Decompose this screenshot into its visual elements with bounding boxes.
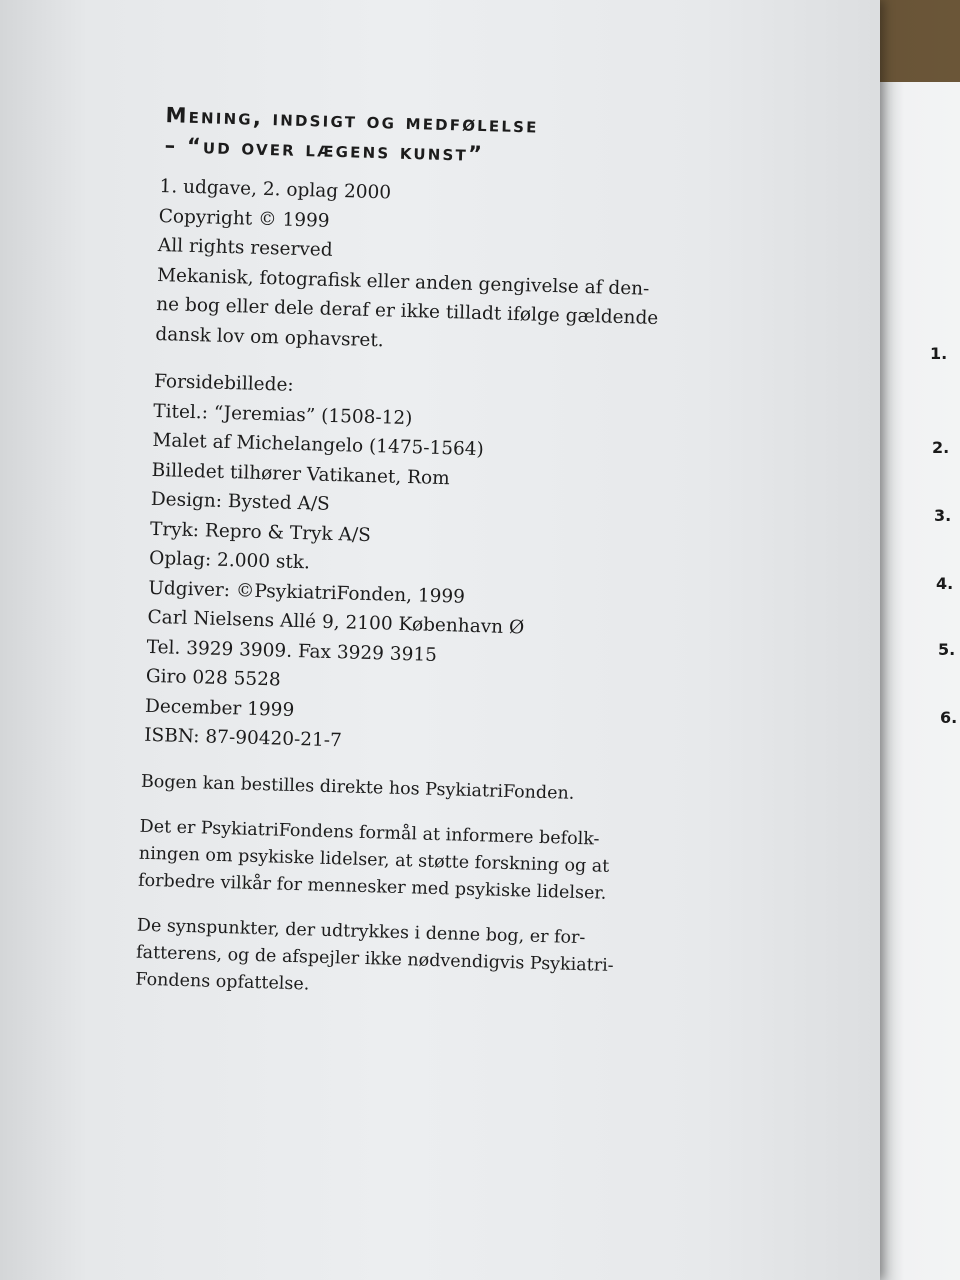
colophon-content [135, 100, 659, 1007]
chapter-number: 1. [930, 344, 948, 363]
giro-line: Giro 028 5528 [145, 665, 281, 691]
book-title-line-1: Mening, indsigt og medfølelse [165, 103, 539, 138]
chapter-number: 2. [932, 438, 950, 457]
purpose-line: ningen om psykiske lidelser, at støtte forskning og at [138, 843, 610, 877]
phone-line: Tel. 3929 3909. Fax 3929 3915 [146, 636, 438, 666]
edition-block [155, 172, 659, 362]
edition-line: 1. udgave, 2. oplag 2000 [159, 176, 392, 204]
cover-title-line: Titel.: “Jeremias” (1508-12) [153, 400, 413, 429]
design-line: Design: Bysted A/S [150, 488, 331, 515]
publisher-line: Udgiver: ©PsykiatriFonden, 1999 [148, 577, 466, 608]
purpose-line: forbedre vilkår for mennesker med psykiske lidelser. [137, 870, 607, 904]
disclaimer-paragraph [135, 912, 617, 1006]
chapter-number: 5. [938, 640, 956, 659]
chapter-number: 6. [940, 708, 958, 727]
purpose-paragraph [138, 813, 620, 907]
reproduction-line: ne bog eller dele deraf er ikke tilladt ifølge gældende [155, 293, 659, 329]
purpose-line: Det er PsykiatriFondens formål at informere befolk- [139, 816, 600, 850]
facing-page-numbers [928, 0, 960, 1280]
disclaimer-line: De synspunkter, der udtrykkes i denne bog, er for- [136, 915, 586, 948]
disclaimer-line: Fondens opfattelse. [135, 969, 310, 995]
print-line: Tryk: Repro & Tryk A/S [149, 518, 372, 546]
reproduction-line: dansk lov om ophavsret. [155, 323, 384, 351]
book-title-line-2: – “ud over lægens kunst” [164, 133, 485, 167]
date-line: December 1999 [144, 695, 295, 721]
book-title [164, 100, 639, 173]
print-run-line: Oplag: 2.000 stk. [148, 547, 311, 574]
order-note: Bogen kan bestilles direkte hos PsykiatriFonden. [140, 771, 575, 804]
cover-heading: Forsidebillede: [153, 370, 294, 396]
chapter-number: 3. [934, 506, 952, 525]
isbn-line: ISBN: 87-90420-21-7 [143, 724, 343, 752]
rights-line: All rights reserved [157, 235, 333, 261]
chapter-number: 4. [936, 574, 954, 593]
cover-credits-block [144, 367, 633, 764]
disclaimer-line: fatterens, og de afspejler ikke nødvendigvis Psykiatri- [135, 942, 614, 976]
painter-line: Malet af Michelangelo (1475-1564) [152, 429, 485, 461]
address-line: Carl Nielsens Allé 9, 2100 København Ø [147, 606, 525, 639]
copyright-line: Copyright © 1999 [158, 205, 330, 232]
reproduction-line: Mekanisk, fotografisk eller anden gengivelse af den- [156, 264, 650, 300]
ownership-line: Billedet tilhører Vatikanet, Rom [151, 459, 451, 489]
